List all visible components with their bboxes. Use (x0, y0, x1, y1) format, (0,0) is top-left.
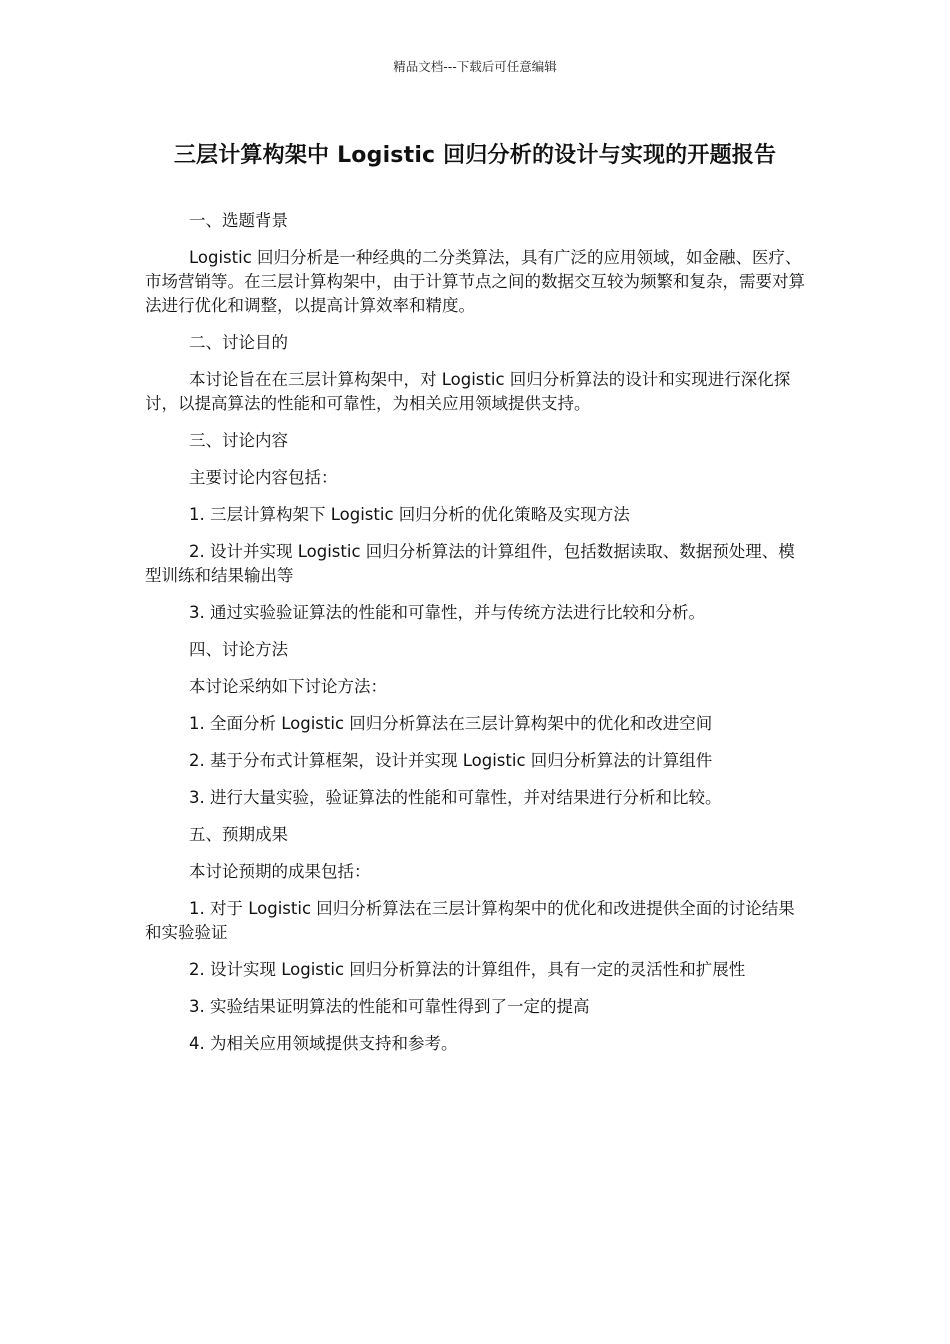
list-item-outcomes-3: 3. 实验结果证明算法的性能和可靠性得到了一定的提高 (189, 997, 590, 1016)
list-item-outcomes-2: 2. 设计实现 Logistic 回归分析算法的计算组件，具有一定的灵活性和扩展性 (189, 960, 746, 979)
list-item-outcomes-1: 1. 对于 Logistic 回归分析算法在三层计算构架中的优化和改进提供全面的讨论结果和实验验证 (145, 899, 795, 942)
section-heading-outcomes: 五、预期成果 (189, 825, 288, 844)
section-heading-content: 三、讨论内容 (189, 431, 288, 450)
paragraph-method-intro: 本讨论采纳如下讨论方法： (189, 677, 387, 696)
section-heading-background: 一、选题背景 (189, 211, 288, 230)
section-heading-method: 四、讨论方法 (189, 640, 288, 659)
page-header: 精品文档---下载后可任意编辑 (393, 59, 557, 74)
paragraph-content-intro: 主要讨论内容包括： (189, 468, 338, 487)
document-title: 三层计算构架中 Logistic 回归分析的设计与实现的开题报告 (173, 143, 777, 168)
paragraph-outcomes-intro: 本讨论预期的成果包括： (189, 862, 371, 881)
list-item-outcomes-4: 4. 为相关应用领域提供支持和参考。 (189, 1034, 458, 1053)
list-item-method-2: 2. 基于分布式计算框架，设计并实现 Logistic 回归分析算法的计算组件 (189, 751, 713, 770)
list-item-content-2: 2. 设计并实现 Logistic 回归分析算法的计算组件，包括数据读取、数据预处理、模型训练和结果输出等 (145, 542, 795, 585)
list-item-content-3: 3. 通过实验验证算法的性能和可靠性，并与传统方法进行比较和分析。 (189, 603, 705, 622)
list-item-method-1: 1. 全面分析 Logistic 回归分析算法在三层计算构架中的优化和改进空间 (189, 714, 713, 733)
paragraph-background: Logistic 回归分析是一种经典的二分类算法，具有广泛的应用领域，如金融、医疗、市场营销等。在三层计算构架中，由于计算节点之间的数据交互较为频繁和复杂，需要对算法进行优化和调整，以提高计算效率和精度。 (145, 248, 805, 315)
paragraph-purpose: 本讨论旨在在三层计算构架中，对 Logistic 回归分析算法的设计和实现进行深化探讨，以提高算法的性能和可靠性，为相关应用领域提供支持。 (145, 370, 791, 413)
document-body (145, 209, 810, 1069)
section-heading-purpose: 二、讨论目的 (189, 333, 288, 352)
list-item-content-1: 1. 三层计算构架下 Logistic 回归分析的优化策略及实现方法 (189, 505, 630, 524)
list-item-method-3: 3. 进行大量实验，验证算法的性能和可靠性，并对结果进行分析和比较。 (189, 788, 722, 807)
